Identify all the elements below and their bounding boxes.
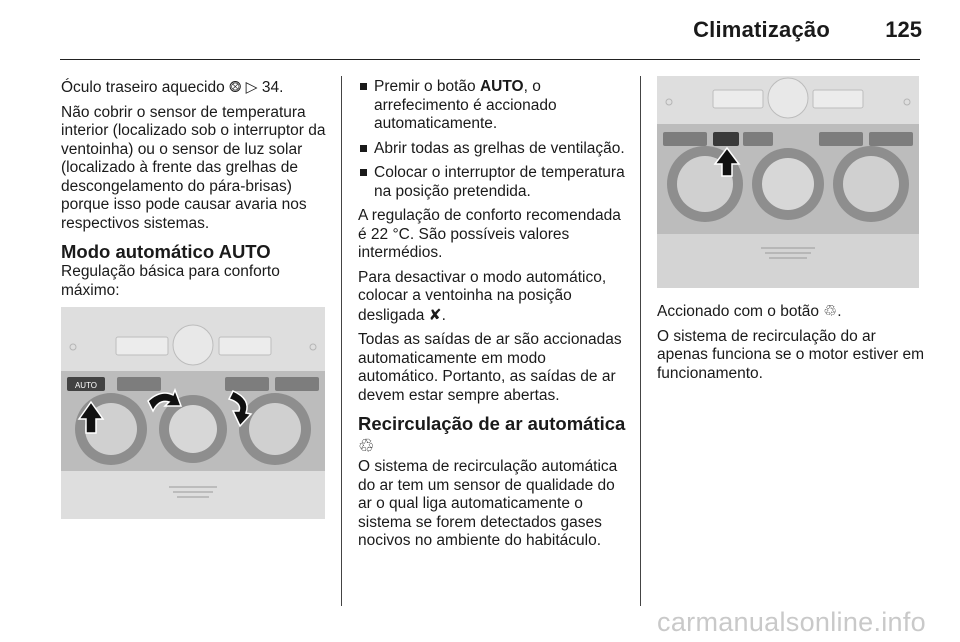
paragraph: O sistema de recirculação do ar apenas funciona se o motor estiver em funcionamento. (657, 327, 925, 382)
instruction-list (358, 78, 630, 201)
bullet-icon (360, 145, 367, 152)
rear-window-heater-icon: ⨷ (229, 78, 242, 96)
list-item (358, 78, 630, 134)
column-divider (341, 76, 342, 606)
climate-panel-figure-auto (61, 307, 325, 519)
paragraph-text: Óculo traseiro aquecido (61, 79, 225, 96)
climate-panel-figure-recirculation (657, 76, 919, 288)
auto-recirculation-icon: ♲ (358, 436, 375, 457)
bullet-icon (360, 169, 367, 176)
list-item (358, 140, 630, 159)
auto-recirculation-icon: ♲ (823, 302, 838, 320)
paragraph: O sistema de recirculação automática do ar tem um sensor de qualidade do ar o qual liga automaticamente o sistema se forem detectados gases nocivos no ambiente do habitáculo. (358, 458, 618, 549)
list-item-text: Abrir todas as grelhas de ventilação. (374, 139, 625, 157)
header-divider (60, 59, 920, 60)
list-item (358, 164, 630, 201)
page-number: 125 (885, 17, 922, 42)
paragraph: Todas as saídas de ar são accionadas automaticamente em modo automático. Portanto, as saídas de ar devem estar sempre abertas. (358, 331, 622, 404)
paragraph: Não cobrir o sensor de temperatura interior (localizado sob o interruptor da ventoinha) ou o sensor de luz solar (localizado à frente das grelhas de descongelamento do pára-brisas) porque isso pode causar avaria nos respectivos sistemas. (61, 103, 326, 232)
column-right (657, 302, 927, 389)
column-divider (640, 76, 641, 606)
paragraph: Regulação básica para conforto máximo: (61, 263, 280, 299)
bullet-icon (360, 83, 367, 90)
auto-button-label: AUTO (74, 381, 98, 390)
section-heading (358, 413, 630, 458)
list-item-text: Colocar o interruptor de temperatura na posição pretendida. (374, 164, 625, 200)
column-middle (358, 78, 630, 557)
list-item-text: Premir o botão (374, 78, 480, 95)
paragraph: Accionado com o botão ♲. (657, 302, 842, 320)
section-heading: Modo automático AUTO (61, 241, 271, 262)
paragraph: A regulação de conforto recomendada é 22 °C. São possíveis valores intermédios. (358, 207, 621, 261)
list-item-text: , o arrefecimento é accionado automaticamente. (374, 78, 557, 132)
watermark: carmanualsonline.info (657, 607, 926, 637)
section-heading-text: Recirculação de ar automática (358, 413, 626, 434)
paragraph-text: Para desactivar o modo automático, colocar a ventoinha na posição desligada (358, 268, 607, 324)
auto-keyword: AUTO (479, 78, 524, 95)
paragraph: Para desactivar o modo automático, colocar a ventoinha na posição desligada ✘. (358, 268, 607, 324)
paragraph-text: Accionado com o botão (657, 303, 819, 320)
column-left (61, 78, 333, 306)
chapter-title: Climatização (693, 17, 830, 42)
fan-off-icon: ✘ (428, 305, 442, 324)
page-reference: 34. (261, 79, 284, 96)
page-reference-icon: ▷ (245, 78, 258, 96)
paragraph (61, 78, 333, 98)
